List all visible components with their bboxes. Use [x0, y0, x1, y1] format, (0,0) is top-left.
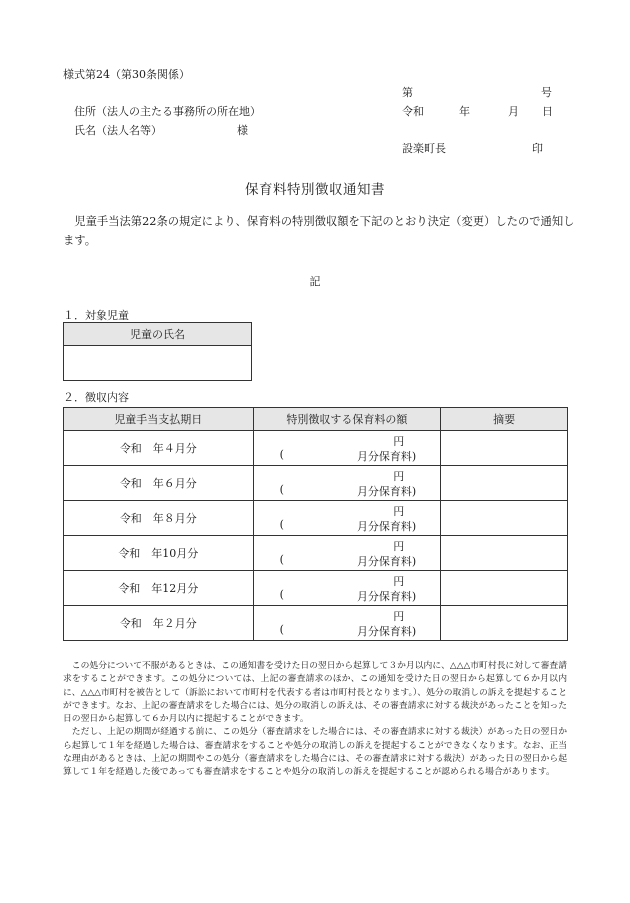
month-fee-label: 月分保育料) — [356, 520, 417, 533]
table-header-row — [64, 408, 568, 431]
table-row — [64, 431, 568, 466]
yen-label: 円 — [393, 540, 405, 553]
collection-table — [63, 407, 568, 641]
address-label: 住所（法人の主たる事務所の所在地） — [74, 105, 261, 118]
paren-open: ( — [279, 553, 284, 566]
child-name-cell — [64, 346, 252, 381]
period-cell: 令和 年８月分 — [64, 501, 254, 536]
amount-header: 特別徴収する保育料の額 — [253, 408, 441, 431]
period-cell: 令和 年12月分 — [64, 571, 254, 606]
yen-label: 円 — [393, 435, 405, 448]
amount-cell — [253, 571, 441, 606]
remarks-cell — [441, 466, 568, 501]
paren-open: ( — [279, 588, 284, 601]
paren-open: ( — [279, 623, 284, 636]
paren-open: ( — [279, 518, 284, 531]
yen-label: 円 — [393, 470, 405, 483]
period-cell: 令和 年10月分 — [64, 536, 254, 571]
yen-label: 円 — [393, 505, 405, 518]
amount-cell — [253, 501, 441, 536]
period-cell: 令和 年６月分 — [64, 466, 254, 501]
date-month: 月 — [508, 105, 519, 118]
remarks-cell — [441, 431, 568, 466]
amount-cell — [253, 536, 441, 571]
month-fee-label: 月分保育料) — [356, 450, 417, 463]
notice-paragraph-2: ただし、上記の期間が経過する前に、この処分（審査請求をした場合には、その審査請求に対する裁決）があった日の翌日から起算して１年を経過した場合は、審査請求をすることや処分の取消しの訴えを提起することができなくなります。なお、正当な理由があるときは、上記の期間やこの処分（審査請求をした場合には、その審査請求に対する裁決）があった日の翌日から起算して１年を経過した後であっても審査請求をすることや処分の取消しの訴えを提起することが認められる場合があります。 — [63, 727, 567, 778]
form-number: 様式第24（第30条関係） — [63, 68, 190, 81]
date-era: 令和 — [402, 105, 424, 118]
honorific: 様 — [237, 124, 248, 137]
paren-open: ( — [279, 448, 284, 461]
month-fee-label: 月分保育料) — [356, 485, 417, 498]
period-cell: 令和 年２月分 — [64, 606, 254, 641]
appeal-notice — [63, 660, 567, 780]
table-row — [64, 571, 568, 606]
amount-cell — [253, 466, 441, 501]
document-number-suffix: 号 — [541, 86, 552, 99]
document-title: 保育料特別徴収通知書 — [245, 182, 385, 198]
table-row — [64, 501, 568, 536]
child-name-header: 児童の氏名 — [64, 323, 252, 346]
intro-text: 児童手当法第22条の規定により、保育料の特別徴収額を下記のとおり決定（変更）したので通知します。 — [63, 215, 575, 247]
payment-date-header: 児童手当支払期日 — [64, 408, 254, 431]
ki-heading: 記 — [309, 275, 321, 288]
remarks-cell — [441, 501, 568, 536]
table-row — [64, 466, 568, 501]
month-fee-label: 月分保育料) — [356, 555, 417, 568]
yen-label: 円 — [393, 575, 405, 588]
yen-label: 円 — [393, 610, 405, 623]
table-row — [64, 606, 568, 641]
seal-mark: 印 — [532, 142, 543, 155]
table-row — [64, 536, 568, 571]
remarks-cell — [441, 536, 568, 571]
amount-cell — [253, 606, 441, 641]
date-year: 年 — [459, 105, 470, 118]
section2-heading: ２．徴収内容 — [63, 391, 129, 404]
name-label: 氏名（法人名等） — [74, 124, 162, 137]
amount-cell — [253, 431, 441, 466]
remarks-header: 摘要 — [441, 408, 568, 431]
remarks-cell — [441, 571, 568, 606]
target-child-table — [63, 322, 252, 381]
section1-heading: １．対象児童 — [63, 309, 129, 322]
document-number-prefix: 第 — [402, 86, 413, 99]
date-day: 日 — [542, 105, 553, 118]
month-fee-label: 月分保育料) — [356, 625, 417, 638]
issuer-name: 設楽町長 — [402, 142, 446, 155]
period-cell: 令和 年４月分 — [64, 431, 254, 466]
paren-open: ( — [279, 483, 284, 496]
month-fee-label: 月分保育料) — [356, 590, 417, 603]
notice-paragraph-1: この処分について不服があるときは、この通知書を受けた日の翌日から起算して３か月以内に、△△△市町村長に対して審査請求をすることができます。この処分については、上記の審査請求のほか、この通知を受けた日の翌日から起算して６か月以内に、△△△市町村を被告として（訴訟において市町村を代表する者は市町村長となります。）、処分の取消しの訴えを提起することができます。なお、上記の審査請求をした場合には、処分の取消しの訴えは、その審査請求に対する裁決があったことを知った日の翌日から起算して６か月以内に提起することができます。 — [63, 661, 567, 725]
remarks-cell — [441, 606, 568, 641]
